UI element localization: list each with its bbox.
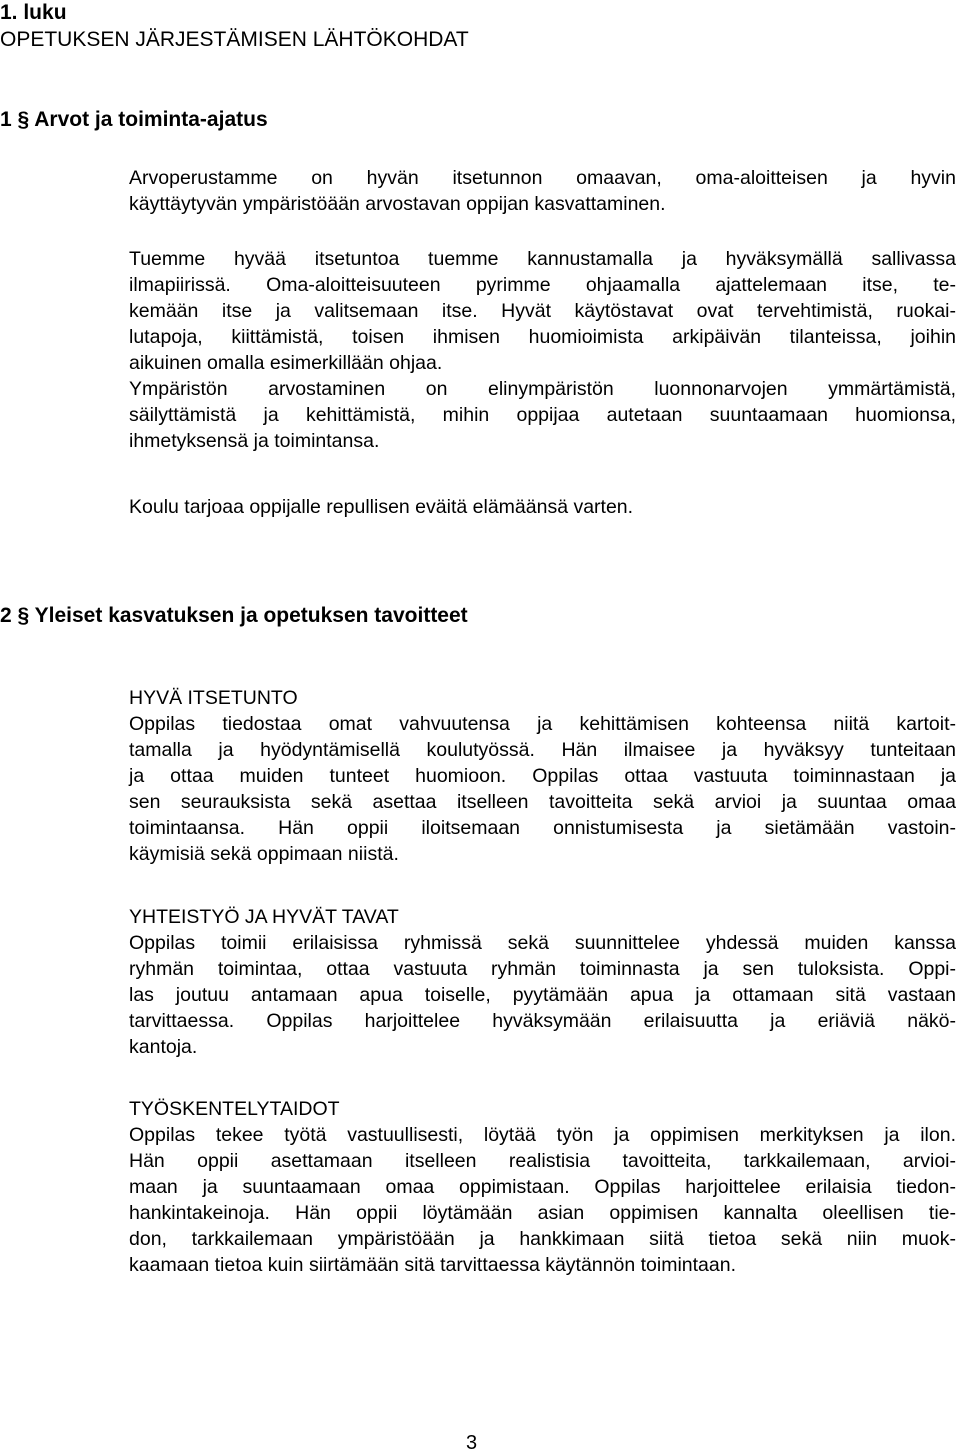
text-line: käymisiä sekä oppimaan niistä. xyxy=(129,843,399,865)
text-line: las joutuu antamaan apua toiselle, pyytämään apua ja ottamaan sitä vastaan xyxy=(129,984,956,1006)
text-line: kemään itse ja valitsemaan itse. Hyvät käytöstavat ovat tervehtimistä, ruokai- xyxy=(129,300,956,322)
text-line: ihmetyksensä ja toimintansa. xyxy=(129,430,380,452)
chapter-title: OPETUKSEN JÄRJESTÄMISEN LÄHTÖKOHDAT xyxy=(0,28,469,51)
text-line: kantoja. xyxy=(129,1036,198,1058)
text-line: lutapoja, kiittämistä, toisen ihmisen huomioimista arkipäivän tilanteissa, joihin xyxy=(129,326,956,348)
text-line: ryhmän toimintaa, ottaa vastuuta ryhmän toiminnasta ja sen tuloksista. Oppi- xyxy=(129,958,956,980)
text-line: Arvoperustamme on hyvän itsetunnon omaavan, oma-aloitteisen ja hyvin xyxy=(129,167,956,189)
text-line: hankintakeinoja. Hän oppii löytämään asian oppimisen kannalta oleellisen tie- xyxy=(129,1202,956,1224)
paragraph-tyoskentelytaidot xyxy=(129,1122,956,1278)
text-line: Tuemme hyvää itsetuntoa tuemme kannustamalla ja hyväksymällä sallivassa xyxy=(129,248,956,270)
subheading-yhteistyo: YHTEISTYÖ JA HYVÄT TAVAT xyxy=(129,906,399,928)
text-line: aikuinen omalla esimerkillään ohjaa. xyxy=(129,352,443,374)
text-line: ja ottaa muiden tunteet huomioon. Oppilas ottaa vastuuta toiminnastaan ja xyxy=(129,765,956,787)
text-line: ilmapiirissä. Oma-aloitteisuuteen pyrimme ohjaamalla ajattelemaan itse, te- xyxy=(129,274,956,296)
text-line: Koulu tarjoaa oppijalle repullisen eväitä elämäänsä varten. xyxy=(129,496,634,518)
text-line: toimintaansa. Hän oppii iloitsemaan onnistumisesta ja sietämään vastoin- xyxy=(129,817,956,839)
text-line: Oppilas tiedostaa omat vahvuutensa ja kehittämisen kohteensa niitä kartoit- xyxy=(129,713,956,735)
section-1-paragraph-1 xyxy=(129,165,956,217)
text-line: sen seurauksista sekä asettaa itselleen tavoitteita sekä arvioi ja suuntaa omaa xyxy=(129,791,956,813)
subheading-tyoskentelytaidot: TYÖSKENTELYTAIDOT xyxy=(129,1098,340,1120)
paragraph-yhteistyo xyxy=(129,930,956,1060)
section-1-paragraph-3 xyxy=(129,494,956,520)
text-line: don, tarkkailemaan ympäristöään ja hankkimaan siitä tietoa sekä niin muok- xyxy=(129,1228,956,1250)
text-line: Oppilas toimii erilaisissa ryhmissä sekä suunnittelee yhdessä muiden kanssa xyxy=(129,932,956,954)
chapter-number: 1. luku xyxy=(0,1,67,24)
text-line: käyttäytyvän ympäristöään arvostavan oppijan kasvattaminen. xyxy=(129,193,666,215)
section-2-heading: 2 § Yleiset kasvatuksen ja opetuksen tavoitteet xyxy=(0,604,468,627)
text-line: säilyttämistä ja kehittämistä, mihin oppijaa autetaan suuntaamaan huomionsa, xyxy=(129,404,956,426)
section-1-heading: 1 § Arvot ja toiminta-ajatus xyxy=(0,108,268,131)
paragraph-hyva-itsetunto xyxy=(129,711,956,867)
text-line: tamalla ja hyödyntämisellä koulutyössä. Hän ilmaisee ja hyväksyy tunteitaan xyxy=(129,739,956,761)
text-line: Ympäristön arvostaminen on elinympäristön luonnonarvojen ymmärtämistä, xyxy=(129,378,956,400)
text-line: maan ja suuntaamaan omaa oppimistaan. Oppilas harjoittelee erilaisia tiedon- xyxy=(129,1176,956,1198)
section-1-paragraph-2 xyxy=(129,246,956,454)
text-line: tarvittaessa. Oppilas harjoittelee hyväksymään erilaisuutta ja eriäviä näkö- xyxy=(129,1010,956,1032)
page-number: 3 xyxy=(466,1432,478,1454)
text-line: Oppilas tekee työtä vastuullisesti, löytää työn ja oppimisen merkityksen ja ilon. xyxy=(129,1124,956,1146)
text-line: kaamaan tietoa kuin siirtämään sitä tarvittaessa käytännön toimintaan. xyxy=(129,1254,736,1276)
text-line: Hän oppii asettamaan itselleen realistisia tavoitteita, tarkkailemaan, arvioi- xyxy=(129,1150,956,1172)
subheading-hyva-itsetunto: HYVÄ ITSETUNTO xyxy=(129,687,298,709)
